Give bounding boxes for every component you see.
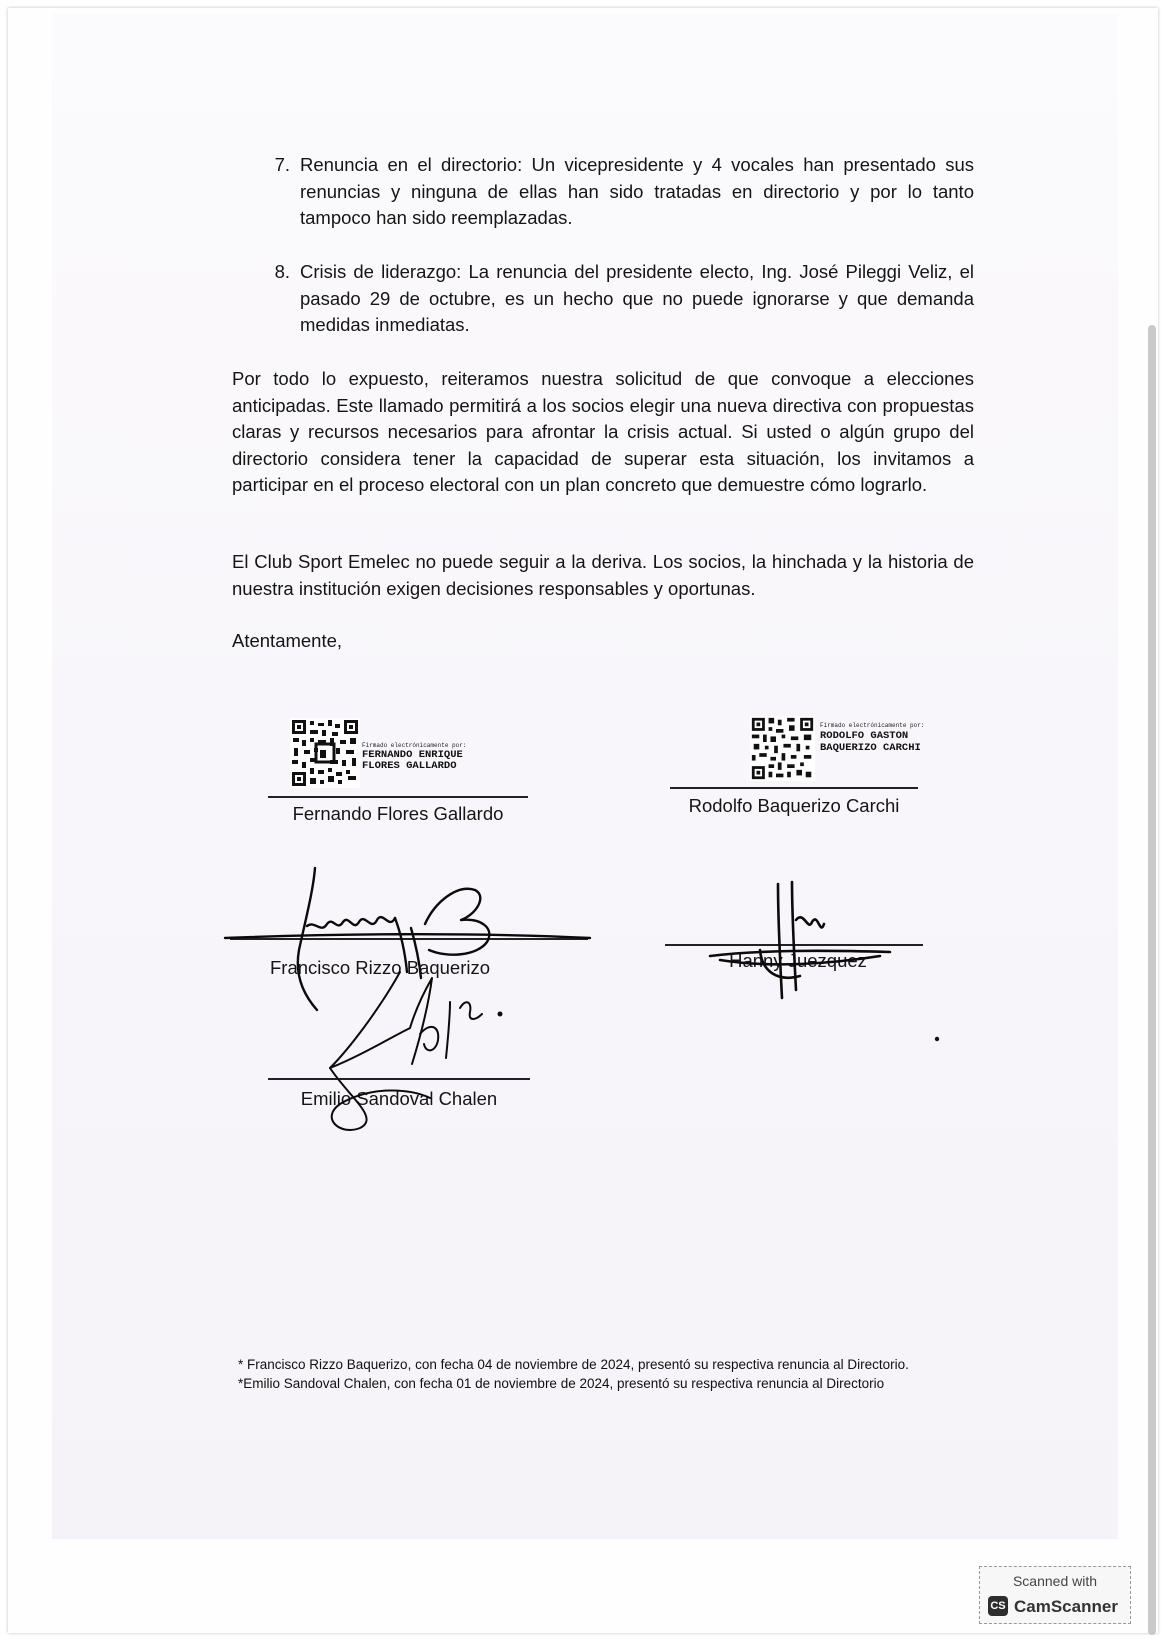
qr-code-icon: [750, 716, 815, 781]
stamp-label: Firmado electrónicamente por:: [820, 722, 925, 729]
handwritten-signature: [700, 880, 900, 1000]
signer-name: Francisco Rizzo Baquerizo: [269, 957, 491, 978]
stamp-name: BAQUERIZO CARCHI: [820, 742, 921, 754]
signer-name: Emilio Sandoval Chalen: [300, 1088, 498, 1109]
scrollbar[interactable]: [1148, 325, 1156, 1635]
signer-name: Hanny Juezquez: [729, 950, 867, 971]
camscanner-logo-icon: CS: [988, 1596, 1008, 1616]
qr-code-icon: [290, 718, 360, 788]
stamp-name: RODOLFO GASTON: [820, 730, 909, 742]
paragraph: Por todo lo expuesto, reiteramos nuestra solicitud de que convoque a elecciones anticipadas. Este llamado permitirá a los socios elegir una nueva directiva con propuestas claras y recursos necesarios para afrontar la crisis actual. Si usted o algún grupo del directorio considera tener la capacidad de superar esta situación, los invitamos a participar en el proceso electoral con un plan concreto que demuestre cómo lograrlo.: [232, 368, 974, 495]
handwritten-signature: [300, 968, 520, 1138]
item-text: Crisis de liderazgo: La renuncia del presidente electo, Ing. José Pileggi Veliz, el pasado 29 de octubre, es un hecho que no puede ignorarse y que demanda medidas inmediatas.: [300, 261, 974, 335]
closing: Atentamente,: [232, 630, 343, 651]
badge-brand: CamScanner: [1014, 1597, 1118, 1616]
list-item: [232, 259, 974, 339]
paragraph: El Club Sport Emelec no puede seguir a la deriva. Los socios, la hinchada y la historia de nuestra institución exigen decisiones responsables y oportunas.: [232, 551, 974, 599]
ink-dot: [934, 1036, 940, 1042]
stamp-label: Firmado electrónicamente por:: [362, 742, 467, 749]
stamp-name: FERNANDO ENRIQUE: [362, 749, 463, 761]
signature-line: [268, 796, 528, 798]
signer-name: Fernando Flores Gallardo: [292, 803, 504, 824]
footnote: * Francisco Rizzo Baquerizo, con fecha 04 de noviembre de 2024, presentó su respectiva renuncia al Directorio.: [238, 1357, 909, 1372]
stamp-name: FLORES GALLARDO: [362, 760, 457, 772]
item-number: 7.: [274, 154, 290, 175]
badge-text: Scanned with: [1012, 1573, 1098, 1589]
footnote: *Emilio Sandoval Chalen, con fecha 01 de noviembre de 2024, presentó su respectiva renuncia al Directorio: [238, 1376, 885, 1391]
signer-name: Rodolfo Baquerizo Carchi: [688, 795, 900, 816]
camscanner-badge: [979, 1566, 1131, 1624]
document-page: [52, 14, 1118, 1539]
list-item: [232, 152, 974, 232]
item-text: Renuncia en el directorio: Un vicepresidente y 4 vocales han presentado sus renuncias y ninguna de ellas han sido tratadas en directorio y por lo tanto tampoco han sido reemplazadas.: [300, 154, 974, 228]
signature-line: [670, 787, 918, 789]
item-number: 8.: [274, 261, 290, 282]
